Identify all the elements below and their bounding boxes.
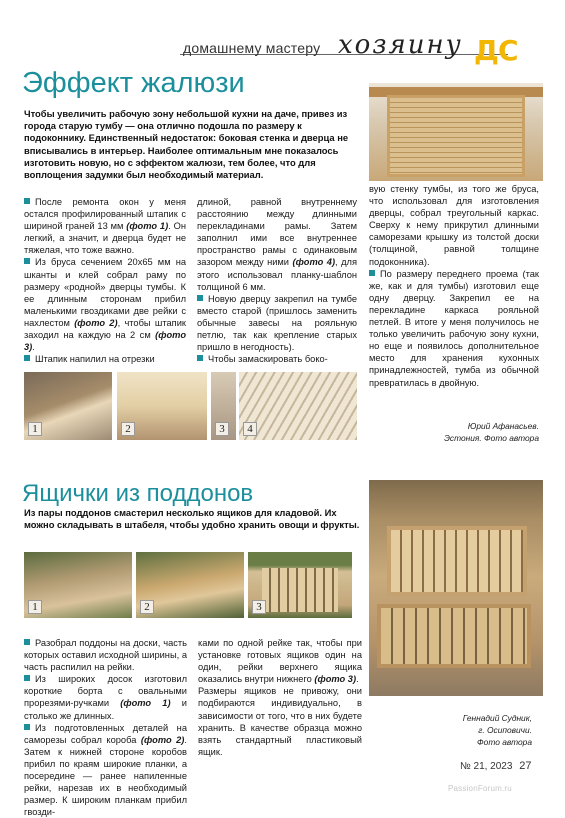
header-subtitle: домашнему мастеру: [183, 40, 321, 56]
page-header: [0, 32, 565, 72]
article2-column-1: [24, 637, 187, 818]
issue-number: № 21, 2023: [460, 761, 513, 772]
watermark: PassionForum.ru: [448, 784, 512, 793]
bullet-icon: [24, 675, 30, 681]
bullet-icon: [24, 639, 30, 645]
article1-column-1: [24, 196, 186, 365]
crates-photo: [369, 480, 543, 696]
article1-signature: Юрий Афанасьев. Эстония. Фото автора: [444, 421, 539, 443]
paragraph: ками по одной рейке так, чтобы при установке готовых ящиков один на один, рейки верхнего ящика оказались внутри нижнего (фото 3).: [198, 638, 362, 685]
page-number: 27: [519, 760, 532, 772]
magazine-logo: ДС: [474, 34, 518, 67]
article1-column-2: [197, 196, 357, 365]
paragraph: Размеры ящиков не привожу, они подбираются индивидуально, в зависимости от того, что в них будете хранить. В качестве образца можно взять стандартный пластиковый ящик.: [198, 686, 362, 757]
page-footer: [460, 760, 531, 772]
article1-title: Эффект жалюзи: [22, 67, 245, 99]
paragraph: Разобрал поддоны на доски, часть которых оставил исходной ширины, а часть распилил на рейки.: [24, 638, 187, 673]
article2-lead: Из пары поддонов смастерил несколько ящиков для кладовой. Их можно складывать в штабеля, чтобы удобно хранить овощи и фрукты.: [24, 507, 360, 531]
article1-column-3: [369, 183, 539, 389]
paragraph: Новую дверцу закрепил на тумбе вместо старой (пришлось заменить обычные завесы на рояльную петлю, так как крепление старых пришло в негодность).: [197, 293, 357, 353]
bullet-icon: [24, 355, 30, 361]
bullet-icon: [24, 258, 30, 264]
pallet-photo-2: 2: [136, 552, 244, 618]
bullet-icon: [197, 355, 203, 361]
paragraph: Из широких досок изготовил короткие борта с овальными прорезями-ручками (фото 1) и столько же длинных.: [24, 674, 187, 721]
bullet-icon: [369, 270, 375, 276]
article2-signature: Геннадий Судник, г. Осиповичи. Фото автора: [462, 713, 532, 747]
pallet-photo-3: 3: [248, 552, 352, 618]
article1-lead: Чтобы увеличить рабочую зону небольшой кухни на даче, привез из города старую тумбу — она отлично подошла по размеру к подоконнику. Единственный недостаток: боковая стенка и дверца не вписывались в интерьер. Наиболее оптимальным мне показалось изготовить новую, но с эффектом жалюзи, тем более, что для воплощения задумки был необходимый материал.: [24, 108, 349, 181]
header-title: хозяину: [338, 30, 463, 60]
paragraph: Штапик напилил на отрезки: [24, 353, 186, 365]
cabinet-photo: [369, 83, 543, 181]
paragraph: После ремонта окон у меня остался профилированный штапик с шириной граней 13 мм (фото 1). Он легкий, а значит, и дверца будет не тяжелая, что тоже важно.: [24, 197, 186, 256]
photo-2: 2: [117, 372, 207, 440]
article2-column-2: [198, 637, 362, 758]
paragraph: По размеру переднего проема (так же, как и для тумбы) изготовил еще одну дверцу. Закрепил ее на перекладине каркаса рояльной петлей. В итоге у меня получилось не только увеличить рабочую зону кухни, но еще и появилось дополнительное место для хранения кухонных принадлежностей, тумба из обычной превратилась в двойную.: [369, 268, 539, 388]
paragraph: Из подготовленных деталей на саморезы собрал короба (фото 2). Затем к нижней стороне коробов прибил по краям широкие планки, а посередине — ранее напиленные рейки, нарезав их в необходимый размер. К широким планкам прибил гвозди-: [24, 722, 187, 818]
photo-4: 4: [239, 372, 357, 440]
bullet-icon: [24, 724, 30, 730]
paragraph: Из бруса сечением 20х65 мм на шканты и клей собрал раму по размеру «родной» дверцы тумбы. К ее длинным сторонам прибил маленькими гвоздиками две рейки с нахлестом (фото 2), чтобы штапик заходил на каждую на 2 см (фото 3).: [24, 257, 186, 353]
article2-title: Ящички из поддонов: [22, 480, 254, 507]
bullet-icon: [24, 198, 30, 204]
pallet-photo-1: 1: [24, 552, 132, 618]
photo-1: 1: [24, 372, 112, 440]
paragraph: вую стенку тумбы, из того же бруса, что использовал для изготовления дверцы, собрал треугольный каркас. Сверху к нему прикрутил длинными саморезами крышку из толстой доски (толщиной, равной толщине подоконника).: [369, 184, 539, 267]
paragraph: Чтобы замаскировать боко-: [197, 353, 357, 365]
photo-3: 3: [211, 372, 236, 440]
bullet-icon: [197, 295, 203, 301]
paragraph: длиной, равной внутреннему расстоянию между длинными перекладинами рамы. Затем заполнил ими все внутреннее пространство рамы с одинаковым зазором между ними (фото 4), для этого использовал планку-шаблон толщиной 6 мм.: [197, 197, 357, 292]
